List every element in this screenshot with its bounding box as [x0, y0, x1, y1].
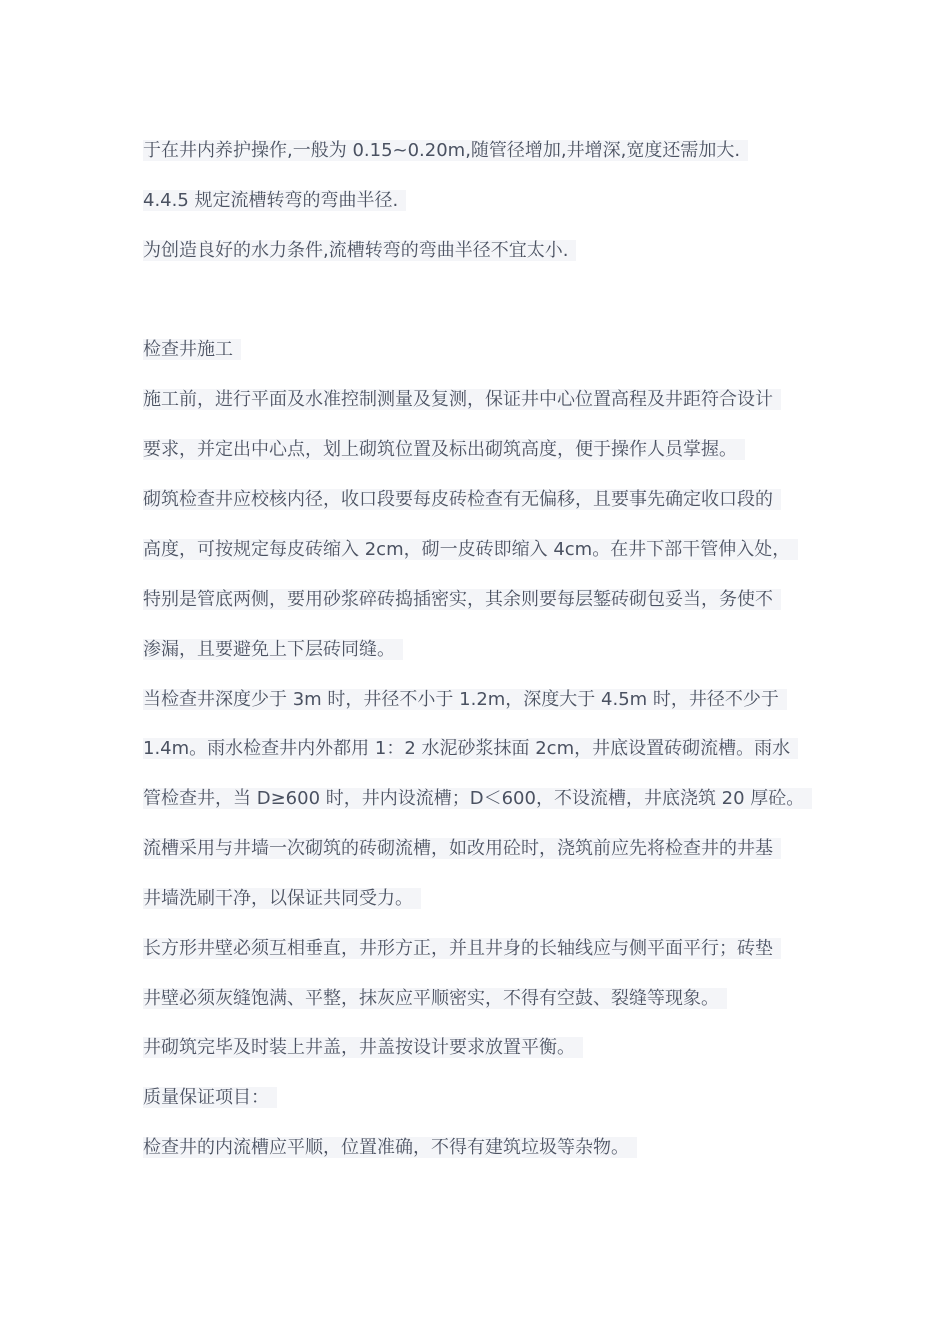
text-line [143, 485, 781, 515]
text-line-content: 长方形井壁必须互相垂直，井形方正，并且井身的长轴线应与侧平面平行；砖垫 [143, 938, 781, 959]
section-heading [143, 335, 241, 365]
text-line-content: 井壁必须灰缝饱满、平整，抹灰应平顺密实，不得有空鼓、裂缝等现象。 [143, 988, 727, 1009]
text-line-content: 于在井内养护操作,一般为 0.15~0.20m,随管径增加,井增深,宽度还需加大. [143, 140, 748, 161]
text-line [143, 635, 403, 665]
text-line-content: 4.4.5 规定流槽转弯的弯曲半径. [143, 190, 406, 211]
text-line [143, 585, 781, 615]
text-line [143, 1033, 583, 1063]
text-line [143, 934, 781, 964]
text-line-content: 当检查井深度少于 3m 时，井径不小于 1.2m，深度大于 4.5m 时，井径不少于 [143, 689, 787, 710]
text-line-content: 高度，可按规定每皮砖缩入 2cm，砌一皮砖即缩入 4cm。在井下部干管伸入处， [143, 539, 798, 560]
text-line [143, 734, 798, 764]
section-heading-text: 质量保证项目： [143, 1087, 277, 1108]
text-line [143, 685, 787, 715]
section-heading [143, 1083, 277, 1113]
text-line-content: 1.4m。雨水检查井内外都用 1：2 水泥砂浆抹面 2cm，井底设置砖砌流槽。雨水 [143, 738, 798, 759]
section-heading-text: 检查井施工 [143, 339, 241, 360]
text-line-content: 渗漏，且要避免上下层砖同缝。 [143, 639, 403, 660]
text-line-content: 砌筑检查井应校核内径，收口段要每皮砖检查有无偏移，且要事先确定收口段的 [143, 489, 781, 510]
text-line-content: 井砌筑完毕及时装上井盖，井盖按设计要求放置平衡。 [143, 1037, 583, 1058]
text-line-content: 特别是管底两侧，要用砂浆碎砖捣插密实，其余则要每层錾砖砌包妥当，务使不 [143, 589, 781, 610]
text-line [143, 1133, 637, 1163]
text-line-content: 为创造良好的水力条件,流槽转弯的弯曲半径不宜太小. [143, 240, 576, 261]
text-line [143, 535, 798, 565]
text-line [143, 984, 727, 1014]
text-line-content: 管检查井，当 D≥600 时，井内设流槽；D＜600，不设流槽，井底浇筑 20 厚砼。 [143, 788, 812, 809]
text-line-content: 井墙洗刷干净，以保证共同受力。 [143, 888, 421, 909]
text-line [143, 435, 745, 465]
text-line-content: 施工前，进行平面及水准控制测量及复测，保证井中心位置高程及井距符合设计 [143, 389, 781, 410]
text-line [143, 236, 576, 266]
text-line-content: 流槽采用与井墙一次砌筑的砖砌流槽，如改用砼时，浇筑前应先将检查井的井基 [143, 838, 781, 859]
text-line [143, 834, 781, 864]
text-line [143, 784, 812, 814]
text-line [143, 136, 748, 166]
text-line [143, 385, 781, 415]
text-line [143, 884, 421, 914]
text-line [143, 186, 406, 216]
text-line-content: 要求，并定出中心点，划上砌筑位置及标出砌筑高度，便于操作人员掌握。 [143, 439, 745, 460]
text-line-content: 检查井的内流槽应平顺，位置准确，不得有建筑垃圾等杂物。 [143, 1137, 637, 1158]
